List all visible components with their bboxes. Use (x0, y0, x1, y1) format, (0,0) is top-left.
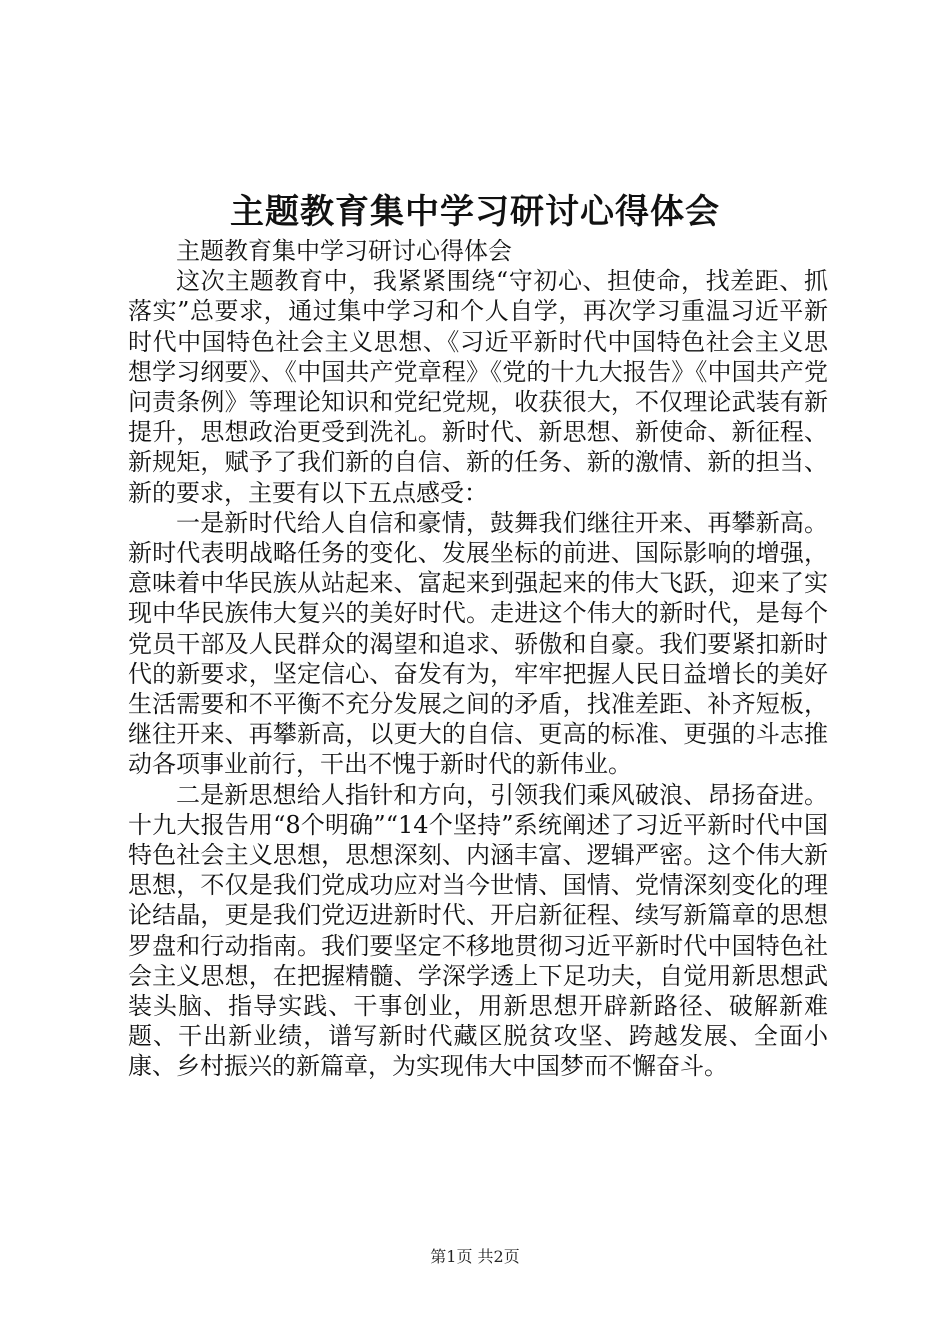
paragraph-intro: 这次主题教育中，我紧紧围绕“守初心、担使命，找差距、抓落实”总要求，通过集中学习和个人自学，再次学习重温习近平新时代中国特色社会主义思想、《习近平新时代中国特色社会主义思想学习纲要》、《中国共产党章程》《党的十九大报告》《中国共产党问责条例》等理论知识和党纪党规，收获很大，不仅理论武装有新提升，思想政治更受到洗礼。新时代、新思想、新使命、新征程、新规矩，赋予了我们新的自信、新的任务、新的激情、新的担当、新的要求，主要有以下五点感受： (128, 267, 828, 507)
paragraph-subtitle: 主题教育集中学习研讨心得体会 (176, 237, 512, 265)
paragraph-point-two: 二是新思想给人指针和方向，引领我们乘风破浪、昂扬奋进。十九大报告用“8个明确”“14个坚持”系统阐述了习近平新时代中国特色社会主义思想，思想深刻、内涵丰富、逻辑严密。这个伟大新思想，不仅是我们党成功应对当今世情、国情、党情深刻变化的理论结晶，更是我们党迈进新时代、开启新征程、续写新篇章的思想罗盘和行动指南。我们要坚定不移地贯彻习近平新时代中国特色社会主义思想，在把握精髓、学深学透上下足功夫，自觉用新思想武装头脑、指导实践、干事创业，用新思想开辟新路径、破解新难题、干出新业绩，谱写新时代藏区脱贫攻坚、跨越发展、全面小康、乡村振兴的新篇章，为实现伟大中国梦而不懈奋斗。 (128, 780, 828, 1081)
paragraph-point-one: 一是新时代给人自信和豪情，鼓舞我们继往开来、再攀新高。新时代表明战略任务的变化、发展坐标的前进、国际影响的增强，意味着中华民族从站起来、富起来到强起来的伟大飞跃，迎来了实现中华民族伟大复兴的美好时代。走进这个伟大的新时代，是每个党员干部及人民群众的渴望和追求、骄傲和自豪。我们要紧扣新时代的新要求，坚定信心、奋发有为，牢牢把握人民日益增长的美好生活需要和不平衡不充分发展之间的矛盾，找准差距、补齐短板，继往开来、再攀新高，以更大的自信、更高的标准、更强的斗志推动各项事业前行，干出不愧于新时代的新伟业。 (128, 508, 828, 779)
document-body (128, 236, 828, 1082)
page-number-footer: 第1页 共2页 (430, 1247, 520, 1266)
document-title: 主题教育集中学习研讨心得体会 (230, 192, 720, 232)
